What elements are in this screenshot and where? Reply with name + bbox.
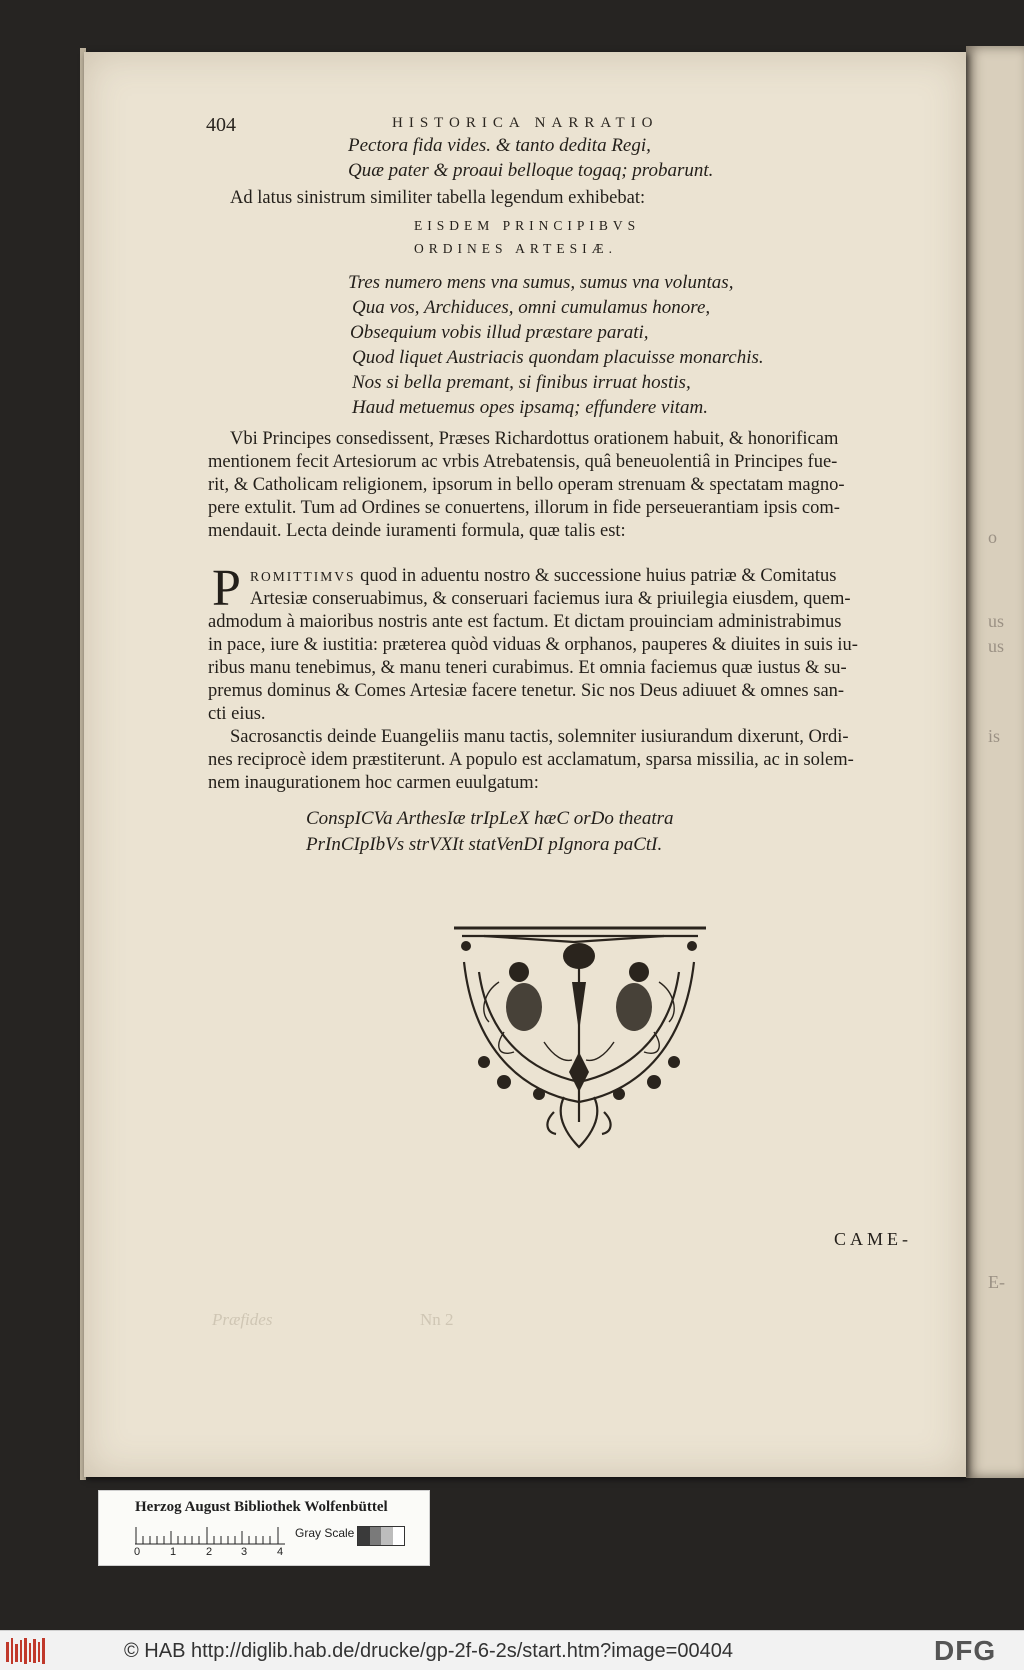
bleed-through-text: Nn 2	[420, 1310, 454, 1329]
facing-page-strip	[966, 46, 1024, 1478]
facing-page-fragment: is	[988, 726, 1001, 746]
paragraph-line: rit, & Catholicam religionem, ipsorum in bello operam strenuam & spectatam magno-	[208, 475, 845, 495]
paragraph-line: mendauit. Lecta deinde iuramenti formula, quæ talis est:	[208, 521, 626, 541]
intro-line: Ad latus sinistrum similiter tabella legendum exhibebat:	[230, 188, 646, 208]
gray-patch	[358, 1527, 370, 1545]
oath-line: premus dominus & Comes Artesiæ facere tenetur. Sic nos Deus adiuuet & omnes san-	[208, 681, 845, 701]
gray-patch	[393, 1527, 405, 1545]
verse-line: Qua vos, Archiduces, omni cumulamus honore,	[352, 297, 711, 318]
gray-scale-swatch	[357, 1526, 405, 1546]
dfg-logo: DFG	[934, 1635, 997, 1666]
facing-page-fragment: o	[988, 527, 997, 547]
footer-bar	[0, 1630, 1024, 1670]
verse-line: Obsequium vobis illud præstare parati,	[350, 322, 649, 343]
catchword: CAME-	[834, 1229, 912, 1249]
ruler-number: 1	[170, 1546, 177, 1558]
ruler-number: 2	[206, 1546, 213, 1558]
chronogram-line: PrInCIpIbVs strVXIt statVenDI pIgnora paCtI.	[306, 834, 663, 855]
paragraph-line: Vbi Principes consedissent, Præses Richardottus orationem habuit, & honorificam	[230, 429, 839, 449]
running-head: HISTORICA NARRATIO	[392, 115, 659, 131]
ruler-number: 4	[277, 1546, 284, 1558]
oath-line: Artesiæ conseruabimus, & conseruari faciemus iura & priuilegia eiusdem, quem-	[250, 589, 851, 609]
section-heading: ORDINES ARTESIÆ.	[414, 241, 617, 256]
credit-link[interactable]: © HAB http://diglib.hab.de/drucke/gp-2f-6-2s/start.htm?image=00404	[124, 1640, 733, 1662]
page-number: 404	[206, 114, 236, 136]
facing-page-fragment: E-	[988, 1272, 1005, 1292]
facing-page-fragment: us	[988, 636, 1005, 656]
oath-first-word: ROMITTIMVS	[250, 569, 356, 584]
verse-line: Quod liquet Austriacis quondam placuisse monarchis.	[352, 347, 764, 368]
oath-line: admodum à maioribus nostris ante est factum. Et dictam prouinciam administrabimus	[208, 612, 842, 632]
library-name: Herzog August Bibliothek Wolfenbüttel	[135, 1499, 388, 1515]
facing-page-fragment: us	[988, 611, 1005, 631]
oath-line: in pace, iure & iustitia: præterea quòd viduas & orphanos, pauperes & diuites in suis iu-	[208, 635, 858, 655]
paragraph-line: nem inaugurationem hoc carmen euulgatum:	[208, 773, 539, 793]
oath-first-line-text: quod in aduentu nostro & successione huius patriæ & Comitatus	[355, 566, 837, 586]
oath-line: cti eius.	[208, 704, 266, 724]
section-heading: EISDEM PRINCIPIBVS	[414, 218, 641, 233]
paragraph-line: nes reciprocè idem præstiterunt. A populo est acclamatum, sparsa missilia, ac in solem-	[208, 750, 854, 770]
gray-scale-label: Gray Scale	[295, 1526, 355, 1540]
bleed-through-text: Præfides	[212, 1310, 273, 1329]
paragraph-line: Sacrosanctis deinde Euangeliis manu tactis, solemniter iusiurandum dixerunt, Ordi-	[230, 727, 849, 747]
verse-line: Nos si bella premant, si finibus irruat hostis,	[352, 372, 691, 393]
paragraph-line: pere extulit. Tum ad Ordines se conuertens, illorum in fide perseuerantiam ipsis com-	[208, 498, 840, 518]
ruler-scale	[135, 1527, 285, 1545]
woodcut-ornament	[444, 922, 714, 1152]
verse-line: Pectora fida vides. & tanto dedita Regi,	[348, 135, 651, 156]
hab-logo-icon	[6, 1638, 46, 1664]
gray-patch	[381, 1527, 393, 1545]
library-label-card	[98, 1490, 430, 1566]
paragraph-line: mentionem fecit Artesiorum ac vrbis Atrebatensis, quâ beneuolentiâ in Principes fue-	[208, 452, 838, 472]
verse-line: Haud metuemus opes ipsamq; effundere vitam.	[352, 397, 709, 418]
ruler-number: 3	[241, 1546, 248, 1558]
ruler-number: 0	[134, 1546, 141, 1558]
oath-line: ribus manu tenebimus, & manu teneri curabimus. Et omnia faciemus quæ iustus & su-	[208, 658, 847, 678]
chronogram-line: ConspICVa ArthesIæ trIpLeX hæC orDo theatra	[306, 808, 674, 829]
verse-line: Tres numero mens vna sumus, sumus vna voluntas,	[348, 272, 734, 293]
drop-cap: P	[212, 560, 241, 617]
verse-line: Quæ pater & proaui belloque togaq; probarunt.	[348, 160, 714, 181]
oath-line	[250, 566, 836, 587]
gray-patch	[370, 1527, 382, 1545]
